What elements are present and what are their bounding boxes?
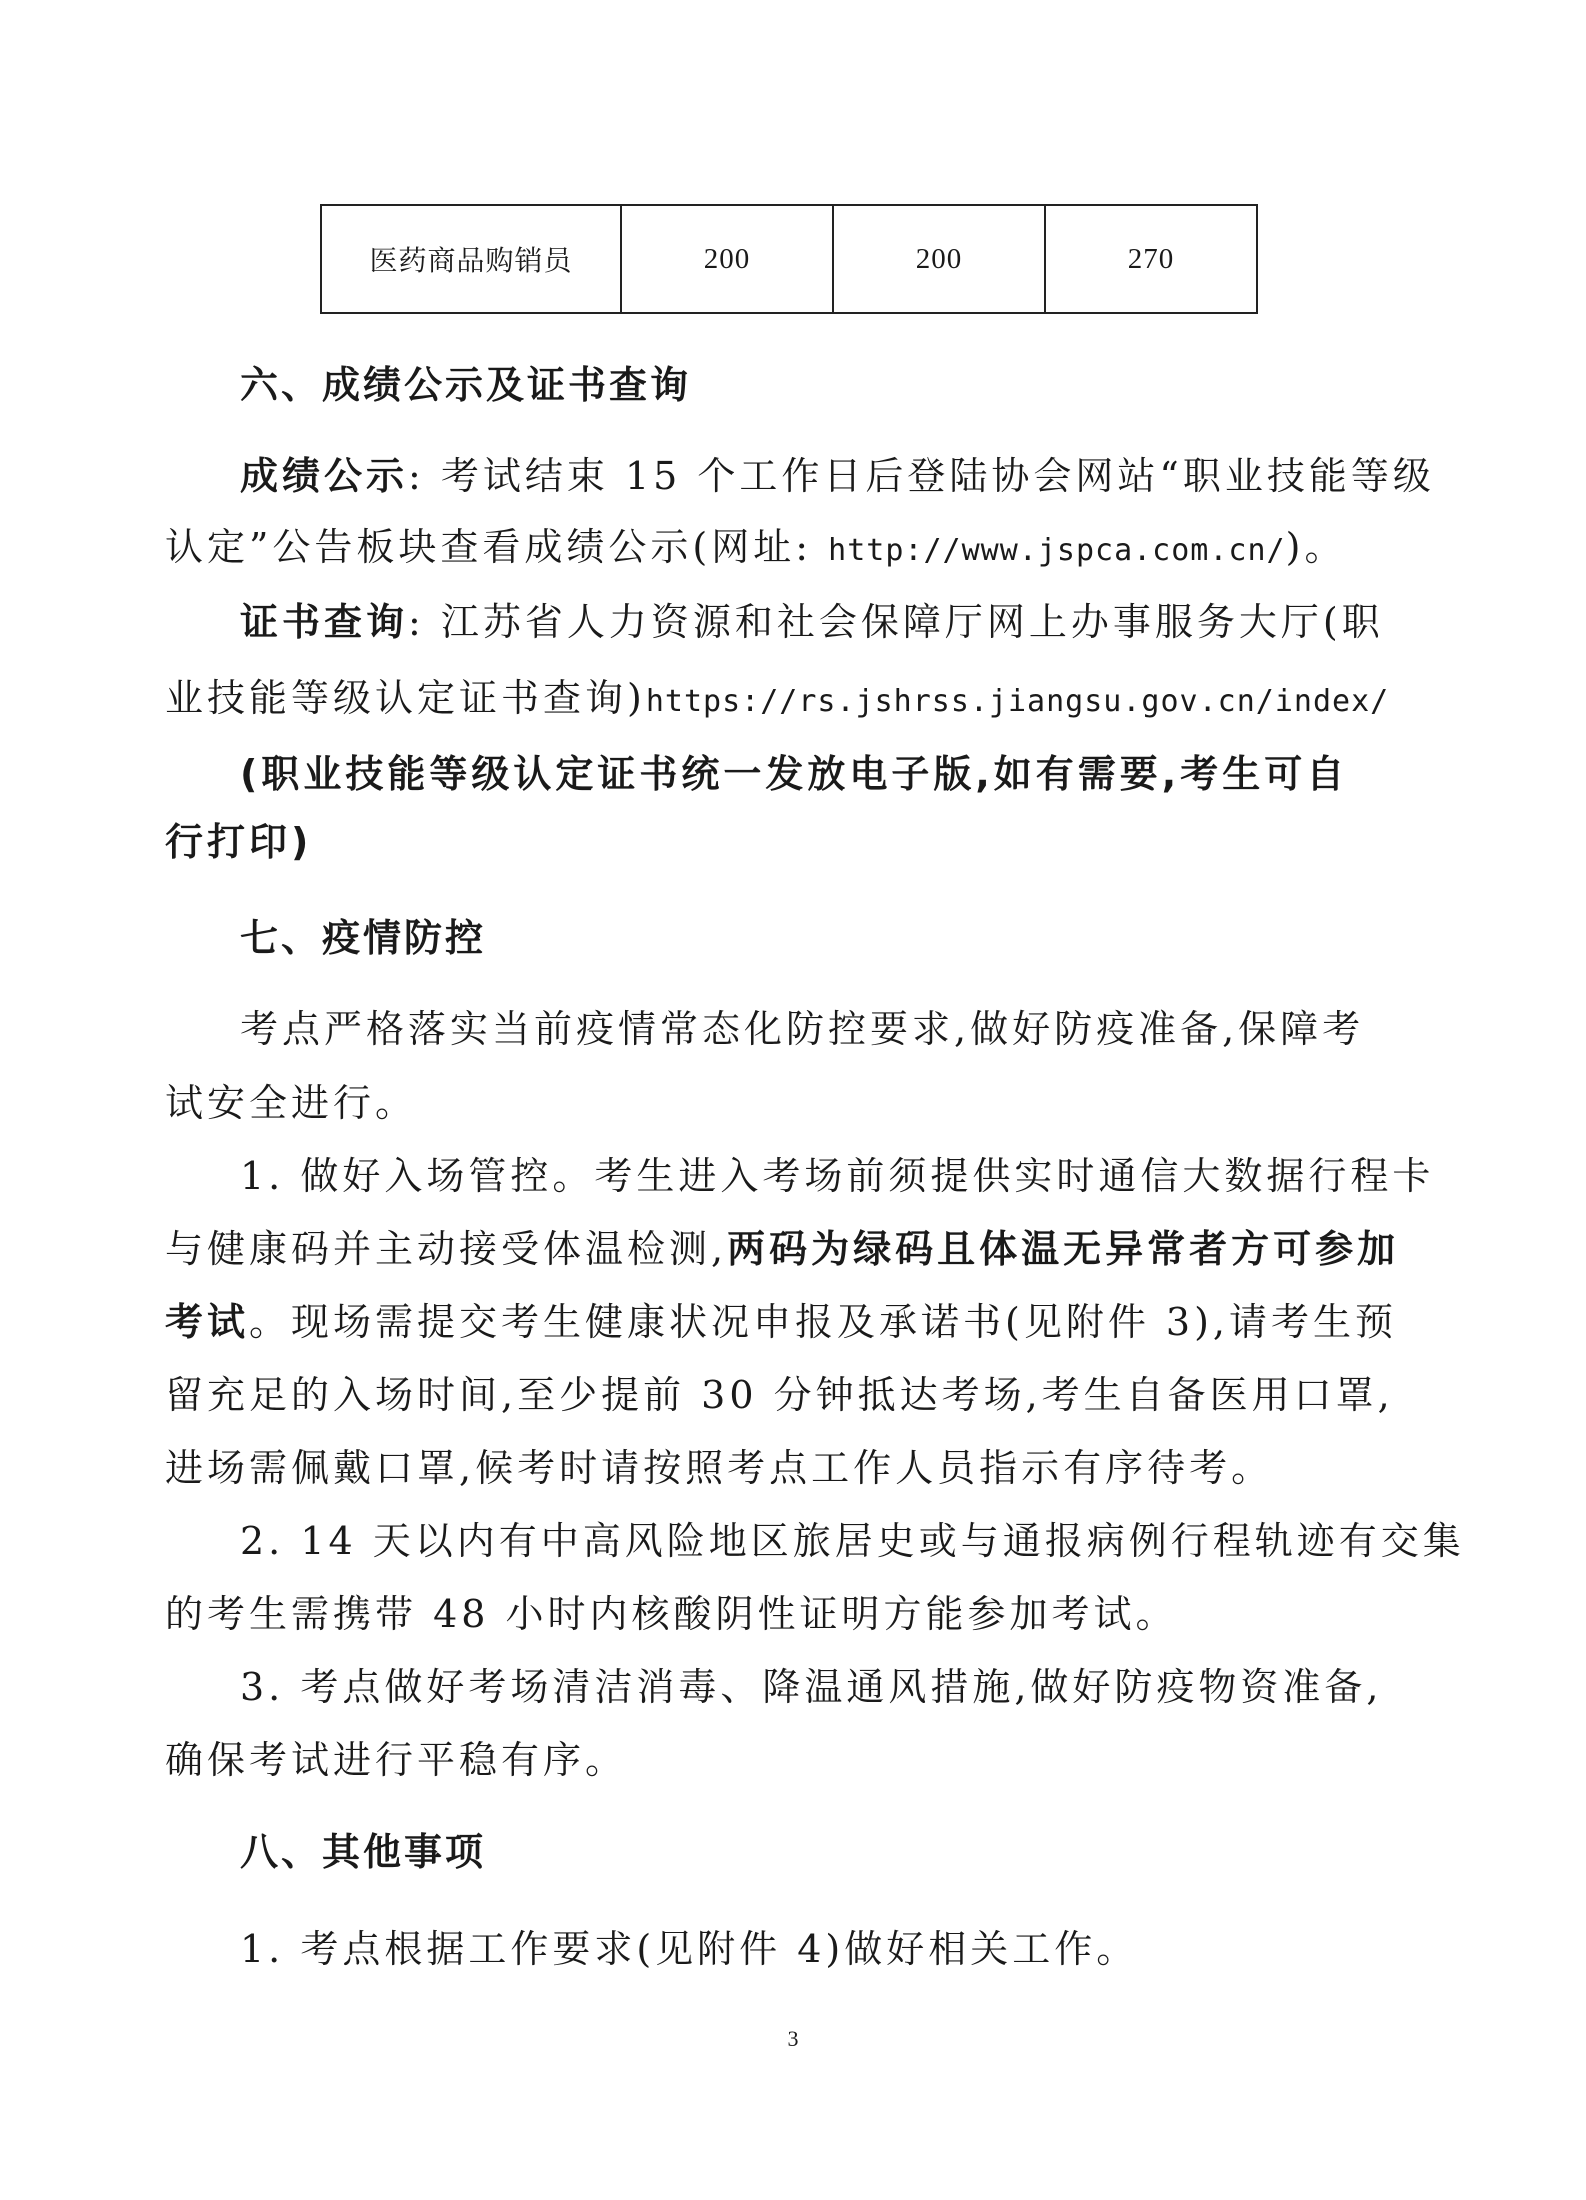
value-cell: 200: [833, 205, 1045, 313]
text-run: : 考试结束 15 个工作日后登陆协会网站“职业技能等级: [408, 454, 1435, 498]
notice-line: 行打印): [165, 820, 313, 864]
quota-table: [320, 204, 1258, 314]
paragraph-line: [240, 451, 1435, 501]
paragraph-line: [165, 1224, 1425, 1274]
paragraph-line: 进场需佩戴口罩,候考时请按照考点工作人员指示有序待考。: [165, 1446, 1274, 1490]
occupation-cell: 医药商品购销员: [321, 205, 621, 313]
text-run: 与健康码并主动接受体温检测,: [165, 1227, 728, 1271]
emphasis-text: 两码为绿码且体温无异常者方可参加: [727, 1226, 1400, 1271]
paragraph-line: 留充足的入场时间,至少提前 30 分钟抵达考场,考生自备医用口罩,: [165, 1373, 1394, 1417]
text-run: : 江苏省人力资源和社会保障厅网上办事服务大厅(职: [408, 600, 1384, 644]
paragraph-line: 确保考试进行平稳有序。: [165, 1738, 628, 1782]
paragraph-line: 考点严格落实当前疫情常态化防控要求,做好防疫准备,保障考: [240, 1007, 1365, 1051]
text-run: 。现场需提交考生健康状况申报及承诺书(见附件 3),请考生预: [249, 1300, 1398, 1344]
certificate-link[interactable]: https://rs.jshrss.jiangsu.gov.cn/index/: [645, 684, 1390, 719]
paragraph-line: 试安全进行。: [165, 1081, 418, 1125]
paragraph-line: 1. 考点根据工作要求(见附件 4)做好相关工作。: [240, 1927, 1139, 1971]
paragraph-line: 的考生需携带 48 小时内核酸阴性证明方能参加考试。: [165, 1592, 1178, 1636]
notice-line: (职业技能等级认定证书统一发放电子版,如有需要,考生可自: [240, 752, 1349, 796]
value-cell: 200: [621, 205, 833, 313]
certificate-label: 证书查询: [240, 600, 409, 644]
paragraph-line: [240, 597, 1425, 647]
text-run: )。: [1285, 525, 1347, 569]
value-cell: 270: [1045, 205, 1257, 313]
text-run: 业技能等级认定证书查询): [165, 676, 646, 720]
table-row: [321, 205, 1257, 313]
paragraph-line: 2. 14 天以内有中高风险地区旅居史或与通报病例行程轨迹有交集: [240, 1519, 1465, 1563]
paragraph-line: 3. 考点做好考场清洁消毒、降温通风措施,做好防疫物资准备,: [240, 1665, 1383, 1709]
text-run: 认定”公告板块查看成绩公示(网址:: [165, 525, 829, 569]
page-number: 3: [787, 2026, 799, 2051]
paragraph-line: [165, 1297, 1425, 1347]
section-heading: 六、成绩公示及证书查询: [240, 363, 692, 407]
section-heading: 八、其他事项: [240, 1830, 487, 1874]
website-link[interactable]: http://www.jspca.com.cn/: [828, 533, 1286, 568]
paragraph-line: 1. 做好入场管控。考生进入考场前须提供实时通信大数据行程卡: [240, 1154, 1435, 1198]
score-label: 成绩公示: [240, 454, 409, 498]
paragraph-line: [165, 673, 1425, 723]
section-heading: 七、疫情防控: [240, 916, 487, 960]
paragraph-line: [165, 522, 1425, 572]
emphasis-text: 考试: [165, 1299, 250, 1344]
